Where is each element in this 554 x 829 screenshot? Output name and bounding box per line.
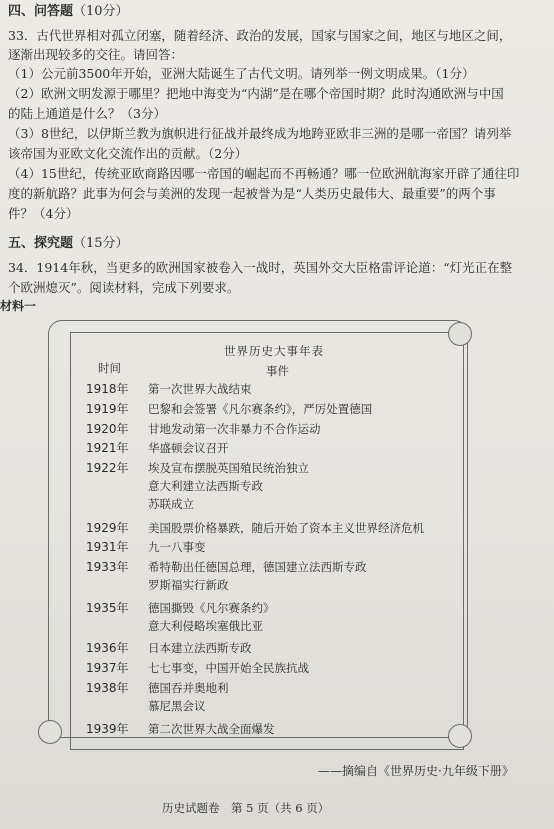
row-event-1935-b: 意大利侵略埃塞俄比亚 [148, 619, 263, 633]
row-year-1939: 1939年 [86, 722, 129, 736]
row-year-1935: 1935年 [86, 601, 129, 615]
row-year-1936: 1936年 [86, 641, 129, 655]
section-4-title: 四、问答题 [8, 4, 74, 19]
row-year-1919: 1919年 [86, 402, 129, 416]
section-4-score: （10分） [73, 4, 129, 19]
row-year-1921: 1921年 [86, 441, 129, 455]
scroll-curl-bottom-left [38, 720, 62, 744]
scroll-frame-inner [70, 332, 464, 750]
q34-line-1: 34．1914年秋，当更多的欧洲国家被卷入一战时，英国外交大臣格雷评论道：“灯光正在整 [8, 260, 513, 275]
q33-line-1: 33．古代世界相对孤立闭塞，随着经济、政治的发展，国家与国家之间，地区与地区之间， [8, 28, 512, 43]
material-1-label: 材料一 [0, 299, 37, 313]
row-event-1936: 日本建立法西斯专政 [148, 641, 252, 655]
row-event-1935-a: 德国撕毁《凡尔赛条约》 [148, 601, 275, 615]
section-4-heading [8, 4, 129, 20]
q33-line-9: 度的新航路？此事为何会与美洲的发现一起被誉为是“人类历史最伟大、最重要”的两个事 [8, 186, 496, 201]
row-year-1933: 1933年 [86, 560, 129, 574]
row-event-1933-b: 罗斯福实行新政 [148, 578, 229, 592]
q33-line-7: 该帝国为亚欧文化交流作出的贡献。（2分） [8, 146, 248, 161]
row-event-1920: 甘地发动第一次非暴力不合作运动 [148, 422, 321, 436]
q33-line-3: （1）公元前3500年开始，亚洲大陆诞生了古代文明。请列举一例文明成果。（1分） [8, 66, 475, 81]
source-citation: ——摘编自《世界历史·九年级下册》 [318, 764, 514, 778]
q33-line-5: 的陆上通道是什么？（3分） [8, 106, 166, 121]
row-event-1929: 美国股票价格暴跌，随后开始了资本主义世界经济危机 [148, 521, 424, 535]
scroll-curl-bottom-right [448, 724, 472, 748]
row-year-1929: 1929年 [86, 521, 129, 535]
row-event-1919: 巴黎和会签署《凡尔赛条约》，严厉处置德国 [148, 402, 373, 416]
row-event-1922-a: 埃及宣布摆脱英国殖民统治独立 [148, 461, 309, 475]
table-title: 世界历史大事年表 [224, 344, 324, 358]
section-5-score: （15分） [73, 236, 129, 251]
q33-line-2: 逐渐出现较多的交往。请回答： [8, 47, 184, 62]
row-year-1922: 1922年 [86, 461, 129, 475]
row-event-1918: 第一次世界大战结束 [148, 382, 252, 396]
row-event-1922-c: 苏联成立 [148, 497, 194, 511]
row-event-1939: 第二次世界大战全面爆发 [148, 722, 275, 736]
row-year-1920: 1920年 [86, 422, 129, 436]
row-year-1937: 1937年 [86, 661, 129, 675]
row-year-1931: 1931年 [86, 540, 129, 554]
page-footer: 历史试题卷 第 5 页（共 6 页） [162, 801, 330, 815]
column-header-event: 事件 [266, 364, 289, 378]
q33-line-6: （3）8世纪，以伊斯兰教为旗帜进行征战并最终成为地跨亚欧非三洲的是哪一帝国？请列举 [8, 126, 512, 141]
q33-line-4: （2）欧洲文明发源于哪里？把地中海变为“内湖”是在哪个帝国时期？此时沟通欧洲与中国 [8, 86, 504, 101]
q33-line-8: （4）15世纪，传统亚欧商路因哪一帝国的崛起而不再畅通？哪一位欧洲航海家开辟了通往印 [8, 166, 520, 181]
row-event-1933-a: 希特勒出任德国总理，德国建立法西斯专政 [148, 560, 367, 574]
column-header-time: 时间 [98, 361, 121, 375]
section-5-title: 五、探究题 [8, 236, 74, 251]
row-year-1918: 1918年 [86, 382, 129, 396]
row-event-1931: 九一八事变 [148, 540, 206, 554]
row-event-1938-a: 德国吞并奥地利 [148, 681, 229, 695]
q34-line-2: 个欧洲熄灭”。阅读材料，完成下列要求。 [8, 280, 240, 295]
row-event-1937: 七七事变，中国开始全民族抗战 [148, 661, 309, 675]
row-event-1921: 华盛顿会议召开 [148, 441, 229, 455]
row-event-1938-b: 慕尼黑会议 [148, 699, 206, 713]
row-year-1938: 1938年 [86, 681, 129, 695]
scroll-curl-top [448, 322, 472, 346]
q33-line-10: 件？（4分） [8, 206, 79, 221]
row-event-1922-b: 意大利建立法西斯专政 [148, 479, 263, 493]
section-5-heading [8, 236, 129, 252]
